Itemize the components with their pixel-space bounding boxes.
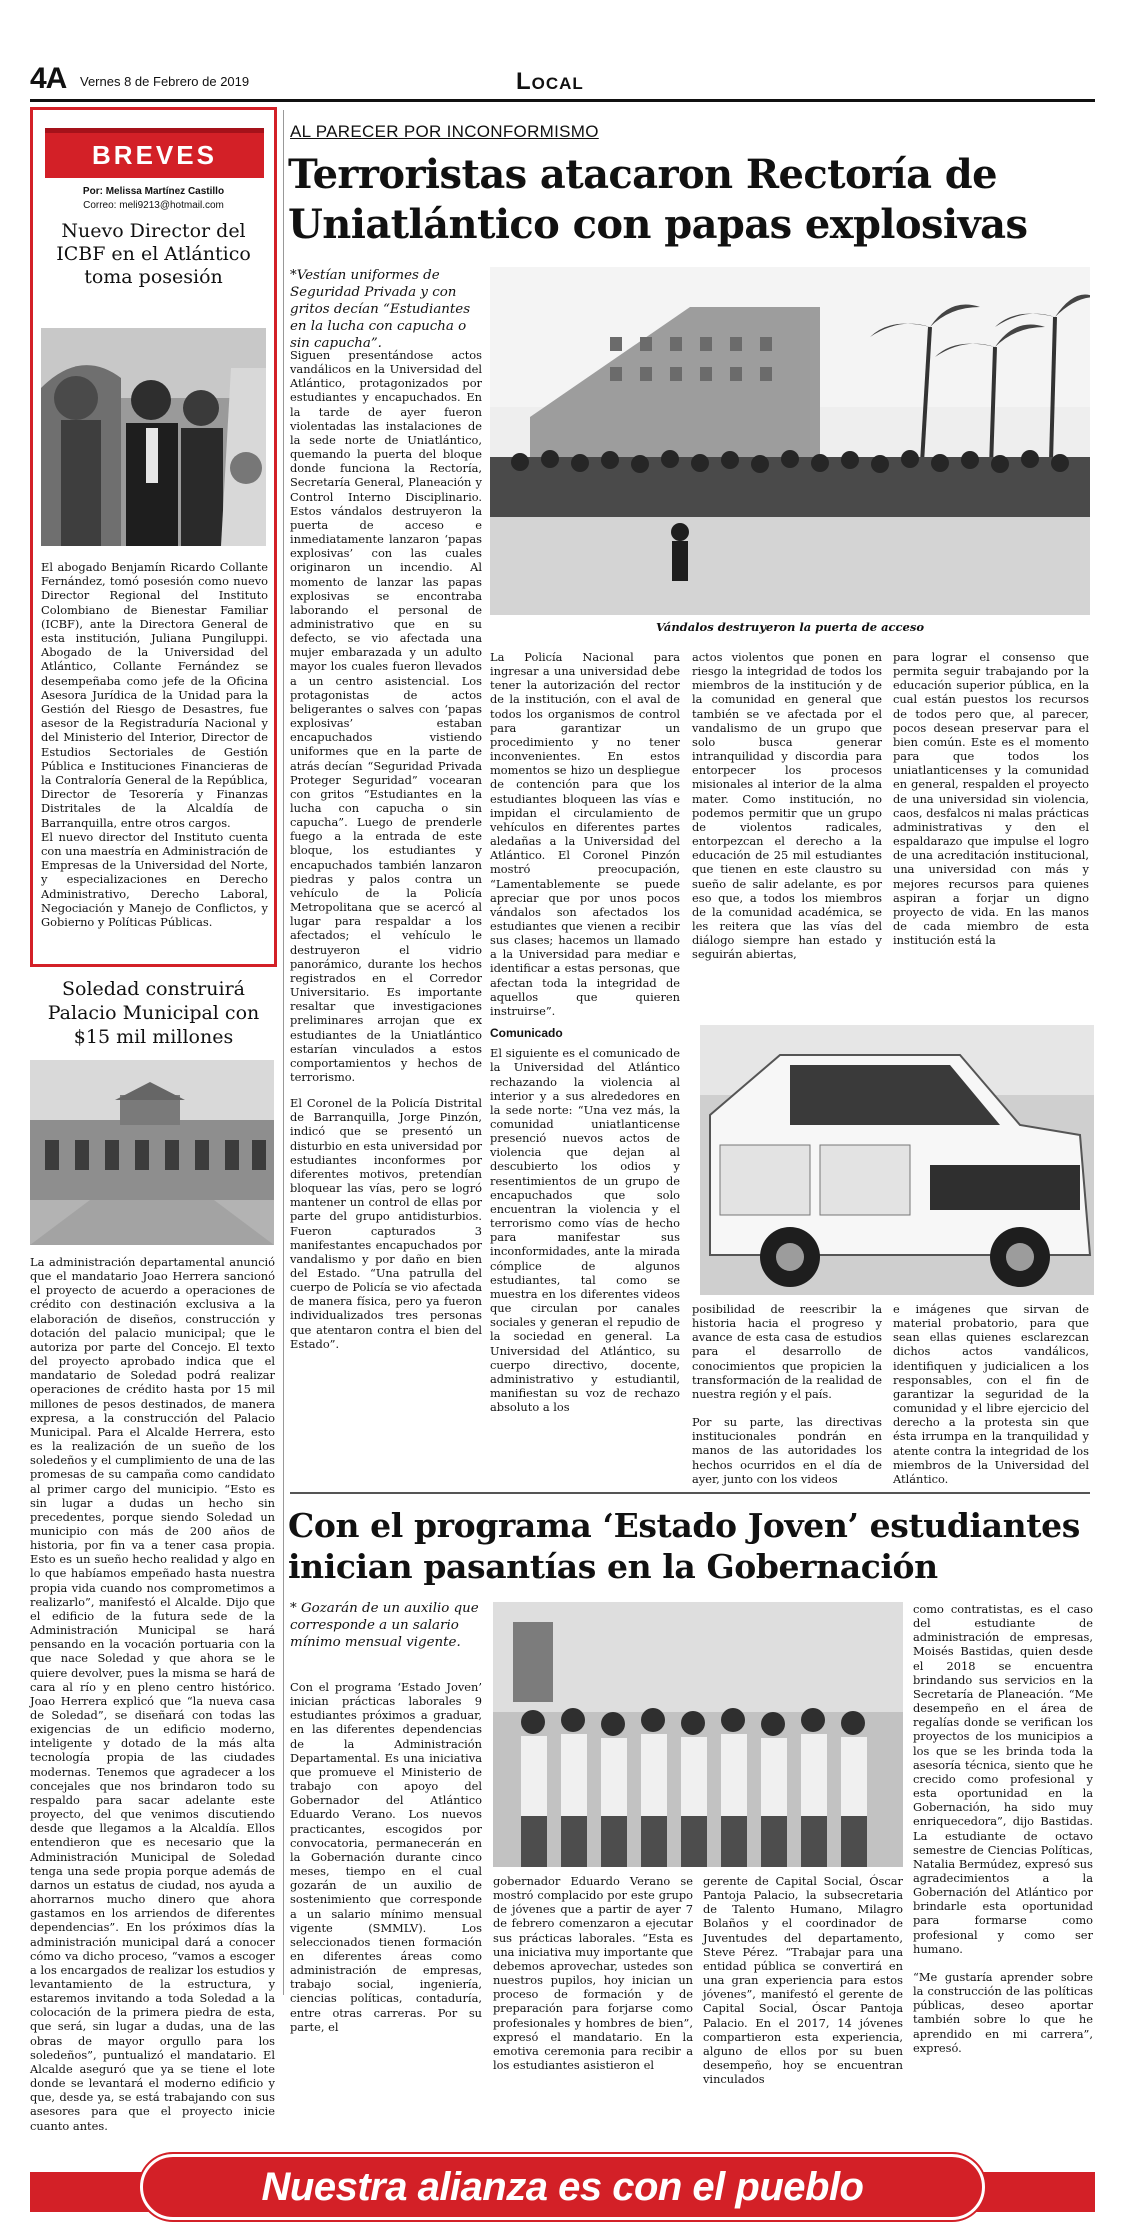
second-column-1: Con el programa ‘Estado Joven’ inician prácticas laborales 9 estudiantes próximos a graduar, en las diferentes dependencias de la Administración Departamental. Es una iniciativa que promueve el Ministerio de trabajo con apoyo del Gobernador del Atlántico Eduardo Verano. Los nuevos practicantes, escogidos por convocatoria, permanecerán en la Gobernación durante cinco meses, tiempo en el cual gozarán de un auxilio de sostenimiento que corresponde a un salario mínimo mensual vigente (SMMLV). Los seleccionados tienen formación en diferentes áreas como administración de empresas, trabajo social, ingeniería, ciencias políticas, contaduría, entre otras carreras. Por su parte, el bbox=[290, 1680, 482, 2034]
palacio-municipal-photo bbox=[30, 1060, 274, 1245]
article-column-4-continued: e imágenes que sirvan de material probatorio, para que sean ellas quienes esclarezcan dichos actos vandálicos, identifiquen y judicialicen a los responsables, con el fin de garantizar la seguridad de la comunidad y el libre ejercicio del derecho a la protesta sin que ésta irrumpa en la tranquilidad y atente contra la integridad de los miembros de la Universidad del Atlántico. bbox=[893, 1302, 1089, 1486]
breves-box bbox=[30, 107, 277, 967]
icbf-director-photo bbox=[41, 328, 266, 546]
photo-caption: Vándalos destruyeron la puerta de acceso bbox=[656, 620, 924, 634]
page-date: Vernes 8 de Febrero de 2019 bbox=[80, 74, 250, 89]
second-column-4: como contratistas, es el caso del estudiante de administración de empresas, Moisés Bastidas, quien desde el 2018 se encuentra brindando sus servicios en la Secretaría de Planeación. “Me desempeño en el área de regalías donde se verifican los proyectos de los municipios a los que se les brinda toda la asesoría técnica, siento que he crecido como profesional y esta oportunidad en la Gobernación, ha sido muy enriquecedora”, dijo Bastidas. La estudiante de octavo semestre de Ciencias Políticas, Natalia Bermúdez, expresó sus agradecimientos a la Gobernación del Atlántico por brindarle esta oportunidad para formarse como profesional y como ser humano. “Me gustaría aprender sobre la construcción de las políticas públicas, deseo aportar también sobre lo que he aprendido en mi carrera”, expresó. bbox=[913, 1602, 1093, 2055]
article-column-1: Siguen presentándose actos vandálicos en la Universidad del Atlántico, protagonizados por estudiantes y encapuchados. En la tarde de ayer fueron violentadas las instalaciones de la sede norte de Uniatlántico, quemando la puerta del bloque donde funciona la Rectoría, Secretaría General, Planeación y Control Interno Disciplinario. Estos vándalos destruyeron la puerta de acceso e inmediatamente lanzaron ‘papas explosivas’ con las cuales originaron un incendio. Al momento de lanzar las papas explosivas se encontraba laborando el personal de administrativo que en su defecto, se vio afectada una mujer embarazada y un adulto mayor los cuales fueron llevados a un centro asistencial. Los protagonistas de actos beligerantes o salves con ‘papas explosivas’ estaban encapuchados vistiendo uniformes que en la parte de atrás decían “Seguridad Privada Proteger Seguridad” vocearan con gritos “Estudiantes en la lucha con capucha o sin capucha”. Luego de prenderle fuego a la entrada de este bloque, los estudiantes y encapuchados también lanzaron piedras y palos contra un vehículo de la Policía Metropolitana que se acercó al lugar para respaldar a los afectados; el vehículo le destruyeron el vidrio panorámico, durante los hechos registrados en el Corredor Universitario. Es importante resaltar que investigaciones preliminares arrojan que ex estudiantes de la Uniatlántico estarían vinculados a estos comportamientos y hechos de terrorismo. El Coronel de la Policía Distrital de Barranquilla, Jorge Pinzón, indicó que se presentó un disturbio en esta universidad por estudiantes inconformes por diferentes motivos, pretendían bloquear las vías, pero se logró mantener un control de ellas por parte del grupo antidisturbios. Fueron capturados 3 manifestantes encapuchados por vandalismo y por daño en bien del Estado. “Una patrulla del cuerpo de Policía se vio afectada de manera física, pero ya fueron individualizados tres personas que atentaron contra el bien del Estado”. bbox=[290, 348, 482, 1351]
comunicado-subhead: Comunicado bbox=[490, 1026, 563, 1041]
breves-body: El abogado Benjamín Ricardo Collante Fernández, tomó posesión como nuevo Director Regional del Instituto Colombiano de Bienestar Familiar (ICBF), ante la Directora General de esta institución, Juliana Pungiluppi. Abogado de la Universidad del Atlántico, Collante Fernández se desempeñaba como jefe de la Oficina Asesora Jurídica de la Unidad para la Gestión del Riesgo de Desastres, fue asesor de la Registraduría Nacional y del Ministerio del Interior, Director de Estudios Sectoriales de Gestión Pública e Instituciones Financieras de la Contraloría General de la República, Director de Tesorería y Finanzas Distritales de la Alcaldía de Barranquilla, entre otros cargos. El nuevo director del Instituto cuenta con una maestría en Administración de Empresas de la Universidad del Norte, y especializaciones en Derecho Administrativo, Derecho Laboral, Negociación y Manejo de Conflictos, y Gobierno y Políticas Públicas. bbox=[41, 560, 268, 930]
section-name: Local bbox=[516, 68, 584, 95]
estado-joven-photo bbox=[493, 1602, 903, 1867]
footer-banner bbox=[30, 2152, 1095, 2222]
soledad-headline: Soledad construirá Palacio Municipal con $15 mil millones bbox=[47, 978, 260, 1048]
soledad-body: La administración departamental anunció que el mandatario Joao Herrera sancionó el proyecto de acuerdo a operaciones de crédito con destinación exclusiva a la elaboración de diseños, construcción y dotación del palacio municipal; que le autoriza por parte del Concejo. El texto del proyecto aprobado indica que el mandatario de Soledad podrá realizar operaciones de crédito hasta por 15 mil millones de pesos destinados, de manera expresa, a la construcción del Palacio Municipal. Para el Alcalde Herrera, esto es la realización de un sueño de los soledeños y el cumplimiento de una de las promesas de su campaña como candidato al primer cargo del municipio. “Esto es sin lugar a dudas un hecho sin precedentes, porque siendo Soledad un municipio con más de 200 años de historia, por fin va a tener casa propia. Esto es un sueño hecho realidad y algo en lo que habíamos empeñado hasta nuestra propia vida cuando nos comprometimos a realizarlo”, manifestó el Alcalde. Dijo que el edificio de la futura sede de la Administración Municipal se hará pensando en la vocación portuaria con la que nace Soledad y que ahora se le quiere devolver, pues la misma se hará de cara al río y en pleno centro histórico. Joao Herrera explicó que “la nueva casa de Soledad”, se diseñará con todas las exigencias de un edificio moderno, inteligente y dotado de la más alta tecnología propia de las ciudades modernas. Tenemos que agradecer a los concejales que nos brindaron todo su respaldo para sacar adelante este proyecto, del que venimos discutiendo desde que llegamos a la Alcaldía. Ellos entendieron que es necesario que la Administración Municipal de Soledad tenga una sede propia porque además de darnos un estatus de ciudad, nos ayuda a ahorrarnos mucho dinero que ahora gastamos en los arriendos de diferentes dependencias”. En los próximos días la administración municipal dará a conocer cómo va dicho proceso, “vamos a escoger a los encargados de realizar los estudios y levantamiento de la estructura, y estaremos invitando a toda Soledad a la colocación de la primera piedra de esta, que será, sin lugar a dudas, una de las obras de mayor orgullo para los soledeños”, puntualizó el mandatario. El Alcalde aseguró que ya se tiene el lote donde se levantará el moderno edificio y que, desde ya, se está trabajando con sus asesores para que el proyecto inicie cuanto antes. bbox=[30, 1255, 275, 2133]
breves-headline: Nuevo Director del ICBF en el Atlántico toma posesión bbox=[56, 220, 251, 288]
page-number: 4A bbox=[30, 62, 67, 95]
article-column-3: actos violentos que ponen en riesgo la integridad de todos los miembros de la institución y de la comunidad en general que también se ve afectada por el vandalismo de un grupo que solo busca generar intranquilidad y discordia para entorpecer los procesos misionales al interior de la alma mater. Como institución, no podemos permitir que un grupo de violentos radicales, entorpezcan el derecho a la educación de 25 mil estudiantes que tienen en este claustro su sueño de salir adelante, es por eso que, a todos los miembros de la comunidad académica, se les reitera que las vías del diálogo siempre han estado y seguirán abiertas, bbox=[692, 650, 882, 962]
breves-banner: BREVES bbox=[45, 128, 264, 178]
article-kicker: AL PARECER POR INCONFORMISMO bbox=[290, 122, 599, 141]
breves-email: Correo: meli9213@hotmail.com bbox=[83, 200, 224, 211]
article-headline: Terroristas atacaron Rectoría de Uniatlántico con papas explosivas bbox=[288, 151, 1028, 248]
breves-author: Por: Melissa Martínez Castillo bbox=[82, 186, 225, 197]
second-article-lead: * Gozarán de un auxilio que corresponde a un salario mínimo mensual vigente. bbox=[290, 1601, 479, 1650]
page-header bbox=[30, 62, 1095, 102]
article-column-3-continued: posibilidad de reescribir la historia hacia el progreso y avance de esta casa de estudios para el desarrollo de conocimientos que propicien la transformación de la realidad de nuestra región y el país. Por su parte, las directivas institucionales pondrán en manos de las autoridades los hechos ocurridos en el día de ayer, junto con los videos bbox=[692, 1302, 882, 1486]
footer-slogan: Nuestra alianza es con el pueblo bbox=[261, 2165, 864, 2209]
second-column-2: gobernador Eduardo Verano se mostró complacido por este grupo de jóvenes que a partir de ayer 7 de febrero comenzaron a ejecutar sus prácticas laborales. “Esta es una iniciativa muy importante que debemos aprovechar, ustedes son nuestros pupilos, hoy inician un proceso de formación y de preparación para forjarse como profesionales y hombres de bien”, expresó el mandatario. En la emotiva ceremonia para recibir a los estudiantes asistieron el bbox=[493, 1874, 693, 2073]
article-lead: *Vestían uniformes de Seguridad Privada y con gritos decían “Estudiantes en la lucha con capucha o sin capucha”. bbox=[290, 268, 471, 351]
second-column-3: gerente de Capital Social, Óscar Pantoja Palacio, la subsecretaria de Talento Humano, Milagro Bolaños y el coordinador de Juventudes del departamento, Steve Pérez. “Trabajar para una entidad pública se convertirá en una gran experiencia para estos jóvenes”, manifestó el gerente de Capital Social, Óscar Pantoja Palacio. En el 2017, 14 jóvenes compartieron esta experiencia, alguno de ellos por su buen desempeño, hoy se encuentran vinculados bbox=[703, 1874, 903, 2087]
article-divider bbox=[290, 1492, 1090, 1494]
vandals-photo bbox=[490, 267, 1090, 615]
article-column-2: La Policía Nacional para ingresar a una universidad debe tener la autorización del rector de la institución, con el aval de todos los organismos de control para garantizar un procedimiento y no tener inconvenientes. En estos momentos se hizo un despliegue de contención para que los estudiantes bloqueen las vías e impidan el circulamiento de vehículos en diferentes partes aledañas a la Universidad del Atlántico. El Coronel Pinzón mostró preocupación, “Lamentablemente se puede apreciar que por unos pocos vándalos son afectados los estudiantes que vienen a recibir sus clases; hacemos un llamado a la Universidad para mediar e identificar a estas personas, que afectan toda la integridad de aquellos que quieren instruirse”. Comunicado El siguiente es el comunicado de la Universidad del Atlántico rechazando la violencia al interior y a sus alrededores en la sede norte: “Una vez más, la comunidad uniatlanticense presenció nuevos actos de violencia que dejan al descubierto los odios y resentimientos de un grupo de encapuchados que solo encuentran la violencia y el terrorismo como vías de hecho para manifestar sus inconformidades, ante la mirada cómplice de algunos estudiantes, tal como se muestra en los diferentes videos que circulan por canales sociales y generan el repudio de la sociedad en general. La Universidad del Atlántico, su cuerpo directivo, docente, administrativo y estudiantil, manifiestan su voz de rechazo absoluto a los bbox=[490, 650, 680, 1415]
article-column-4: para lograr el consenso que permita seguir trabajando por la educación superior pública, en la cual están puestos los recursos de todos pero que, al parecer, pocos desean preservar para el bien común. Este es el momento para que todos los uniatlanticenses y la comunidad en general, respalden el proyecto de una universidad sin violencia, caos, desfalcos ni malas prácticas administrativas y den el espaldarazo que impulse el logro de una acreditación institucional, una universidad con más y mejores recursos para quienes aspiran a forjar un digno proyecto de vida. En las manos de cada miembro de esta institución está la bbox=[893, 650, 1089, 948]
column-divider bbox=[283, 110, 284, 1995]
police-car-photo bbox=[700, 1025, 1094, 1295]
second-article-headline: Con el programa ‘Estado Joven’ estudiantes inician pasantías en la Gobernación bbox=[288, 1506, 1080, 1586]
